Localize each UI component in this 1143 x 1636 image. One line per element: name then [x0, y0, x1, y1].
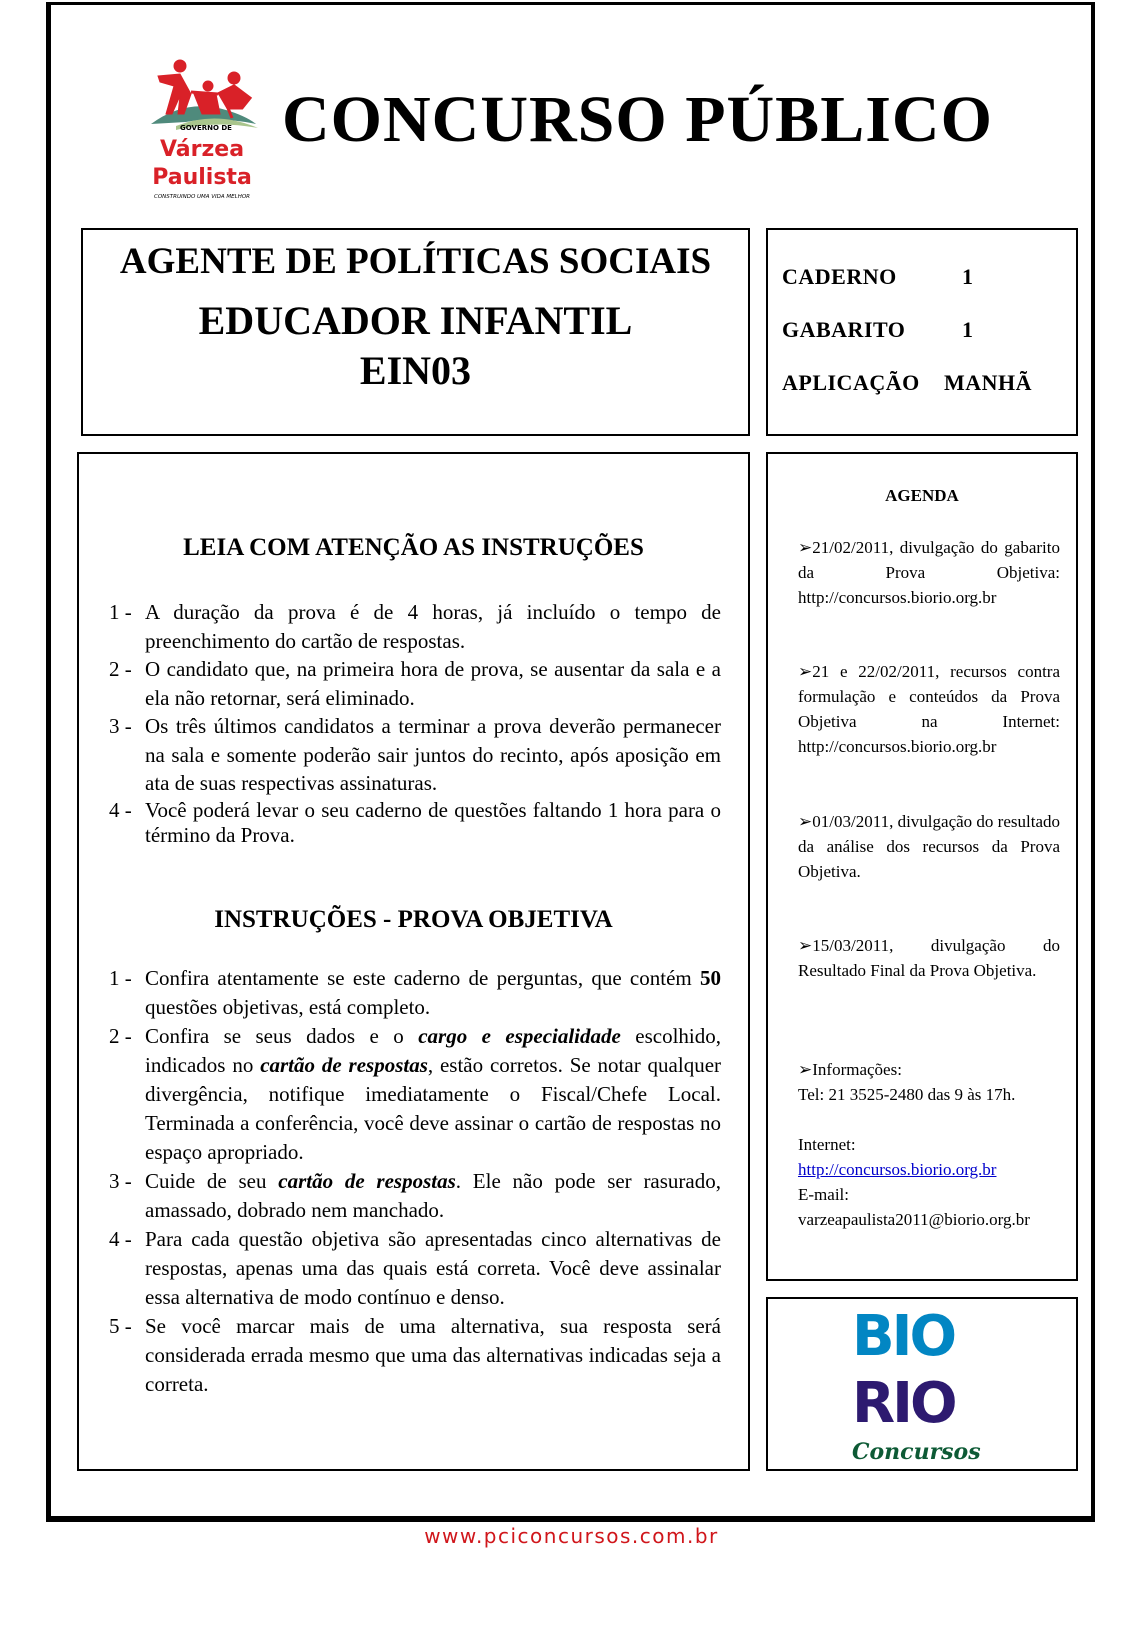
biorio-logo-box	[766, 1297, 1078, 1471]
exam-code: EIN03	[359, 348, 472, 393]
varzea-paulista-logo	[146, 58, 258, 200]
general-instructions-list	[109, 598, 721, 848]
info-aplicacao: APLICAÇÃO MANHÃ	[782, 370, 1033, 395]
agenda-box	[766, 452, 1078, 1281]
agenda-item: ➢01/03/2011, divulgação do resultado da análise dos recursos da Prova Objetiva.	[798, 812, 1060, 881]
contact-phone: Tel: 21 3525-2480 das 9 às 17h.	[798, 1085, 1016, 1104]
objective-instructions-list	[109, 964, 721, 1399]
logo-text-bio: BIO	[852, 1304, 955, 1369]
list-item: 4 - Você poderá levar o seu caderno de questões faltando 1 hora para o término da Prova.	[109, 797, 721, 847]
agenda-item: ➢15/03/2011, divulgação do Resultado Final da Prova Objetiva.	[798, 936, 1060, 980]
agenda-item: ➢21/02/2011, divulgação do gabarito da Prova Objetiva: http://concursos.biorio.org.br	[798, 538, 1060, 607]
agenda-item: ➢21 e 22/02/2011, recursos contra formulação e conteúdos da Prova Objetiva na Internet: http://concursos.biorio.org.br	[798, 662, 1060, 756]
list-item: 1 - Confira atentamente se este caderno de perguntas, que contém 50 questões objetivas, está completo.	[109, 966, 721, 1019]
agenda-contact: ➢Informações: Tel: 21 3525-2480 das 9 às 17h. Internet: http://concursos.biorio.org.br E-mail: varzeapaulista2011@biorio.org.br	[798, 1057, 1060, 1232]
exam-role: AGENTE DE POLÍTICAS SOCIAIS	[119, 241, 712, 282]
list-item: 5 - Se você marcar mais de uma alternativa, sua resposta será considerada errada mesmo que uma das alternativas indicadas seja a correta.	[109, 1314, 721, 1396]
logo-text-varzea: Várzea	[159, 137, 245, 162]
exam-specialty: EDUCADOR INFANTIL	[198, 298, 633, 343]
list-item: 1 - A duração da prova é de 4 horas, já incluído o tempo de preenchimento do cartão de respostas.	[109, 600, 721, 653]
info-gabarito: GABARITO 1	[782, 317, 974, 342]
logo-text-paulista: Paulista	[152, 165, 252, 190]
footer-url[interactable]: www.pciconcursos.com.br	[424, 1524, 719, 1548]
agenda-title: AGENDA	[885, 486, 959, 505]
instructions-title: LEIA COM ATENÇÃO AS INSTRUÇÕES	[183, 534, 644, 561]
exam-title-box	[81, 228, 750, 436]
logo-text-governo: GOVERNO DE	[180, 124, 232, 132]
logo-text-concursos: Concursos	[852, 1439, 981, 1465]
list-item: 3 - Os três últimos candidatos a terminar a prova deverão permanecer na sala e somente poderão sair juntos do recinto, após aposição em ata de suas respectivas assinaturas.	[109, 714, 721, 795]
logo-text-rio: RIO	[852, 1371, 955, 1436]
contact-email: varzeapaulista2011@biorio.org.br	[798, 1210, 1030, 1229]
page-title: CONCURSO PÚBLICO	[282, 83, 993, 156]
email-label: E-mail:	[798, 1185, 849, 1204]
info-caderno: CADERNO 1	[782, 264, 974, 289]
list-item: 3 - Cuide de seu cartão de respostas. Ele não pode ser rasurado, amassado, dobrado nem manchado.	[109, 1169, 721, 1222]
list-item: 4 - Para cada questão objetiva são apresentadas cinco alternativas de respostas, apenas uma das quais está correta. Você deve assinalar essa alternativa de modo contínuo e denso.	[109, 1227, 721, 1309]
internet-label: Internet:	[798, 1135, 856, 1154]
logo-text-slogan: CONSTRUINDO UMA VIDA MELHOR	[153, 194, 251, 200]
objective-instructions-title: INSTRUÇÕES - PROVA OBJETIVA	[214, 906, 613, 933]
list-item: 2 - Confira se seus dados e o cargo e especialidade escolhido, indicados no cartão de respostas, estão corretos. Se notar qualquer divergência, notifique imediatamente o Fiscal/Chefe Local. Terminada a conferência, você deve assinar o cartão de respostas no espaço apropriado.	[109, 1024, 722, 1164]
biorio-logo	[850, 1301, 990, 1467]
internet-link[interactable]: http://concursos.biorio.org.br	[798, 1160, 997, 1179]
instructions-box	[77, 452, 750, 1471]
list-item: 2 - O candidato que, na primeira hora de prova, se ausentar da sala e a ela não retornar, será eliminado.	[109, 657, 721, 710]
exam-info-box	[766, 228, 1078, 436]
